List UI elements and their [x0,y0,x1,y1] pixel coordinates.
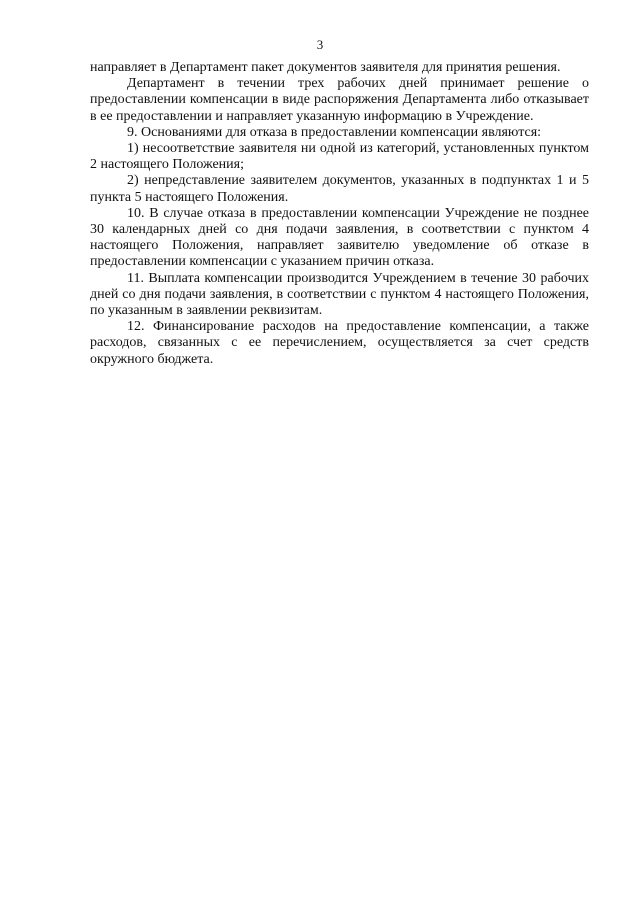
document-body [90,60,589,368]
paragraph-department-decision: Департамент в течении трех рабочих дней принимает решение о предоставлении компенсации в виде распоряжения Департамента либо отказывает в ее предоставлении и направляет указанную информацию в Учреждение. [90,76,589,124]
paragraph-10-refusal-notice: 10. В случае отказа в предоставлении компенсации Учреждение не позднее 30 календарных дней со дня подачи заявления, в соответствии с пунктом 4 настоящего Положения, направляет заявителю уведомление об отказе в предоставлении компенсации с указанием причин отказа. [90,205,589,270]
paragraph-11-payment: 11. Выплата компенсации производится Учреждением в течение 30 рабочих дней со дня подачи заявления, в соответствии с пунктом 4 настоящего Положения, по указанным в заявлении реквизитам. [90,270,589,319]
paragraph-9-refusal-grounds: 9. Основаниями для отказа в предоставлении компенсации являются: [127,124,542,140]
paragraph-9-item-1: 1) несоответствие заявителя ни одной из категорий, установленных пунктом 2 настоящего Положения; [90,141,589,173]
paragraph-12-financing: 12. Финансирование расходов на предоставление компенсации, а также расходов, связанных с ее перечислением, осуществляется за счет средств окружного бюджета. [90,319,589,367]
paragraph-continuation: направляет в Департамент пакет документов заявителя для принятия решения. [90,60,561,75]
paragraph-9-item-2: 2) непредставление заявителем документов, указанных в подпунктах 1 и 5 пункта 5 настоящего Положения. [90,173,589,205]
page-number: 3 [316,37,324,52]
